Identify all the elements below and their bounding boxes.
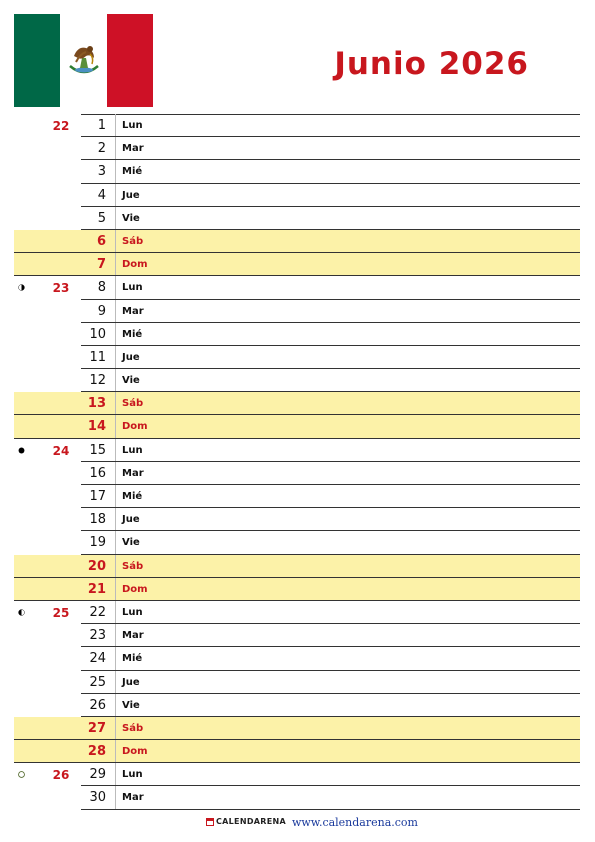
day-row [14,300,580,323]
column-divider [115,323,116,346]
column-divider [115,184,116,207]
column-divider [115,601,116,624]
column-divider [115,253,116,276]
day-number: 3 [97,164,106,180]
day-number: 19 [89,535,106,551]
day-row [14,786,580,809]
day-number: 7 [96,257,106,273]
day-number: 21 [87,581,106,597]
column-divider [115,717,116,740]
day-row [14,415,580,438]
day-of-week: Mar [122,305,144,317]
footer [0,815,595,831]
calendar-icon [206,818,214,826]
day-number: 24 [89,651,106,667]
column-divider [115,462,116,485]
flag-red-stripe [107,14,153,107]
column-divider [115,346,116,369]
day-number: 14 [87,419,106,435]
day-row [14,601,580,624]
day-of-week: Lun [122,444,143,456]
day-number: 29 [89,767,106,783]
day-number: 13 [87,396,106,412]
column-divider [115,160,116,183]
day-number: 15 [89,442,106,458]
day-of-week: Mié [122,166,143,178]
day-row [14,462,580,485]
day-row [14,508,580,531]
day-number: 4 [97,187,106,203]
day-of-week: Jue [122,514,140,526]
day-row [14,114,580,137]
flag-white-stripe [60,14,107,107]
day-row [14,717,580,740]
day-row [14,740,580,763]
week-number: 23 [52,281,70,296]
day-row [14,137,580,160]
day-number: 9 [97,303,106,319]
day-number: 6 [96,233,106,249]
footer-brand [206,817,286,826]
day-row [14,694,580,717]
column-divider [115,415,116,438]
mexican-flag-icon [14,14,153,107]
day-row [14,276,580,299]
day-number: 8 [97,280,106,296]
day-of-week: Sáb [122,722,144,734]
column-divider [115,763,116,786]
day-of-week: Lun [122,769,143,781]
day-row [14,671,580,694]
day-row [14,392,580,415]
row-divider [81,114,580,115]
column-divider [115,230,116,253]
row-divider [81,809,580,810]
day-number: 1 [97,118,106,133]
day-of-week: Dom [122,583,148,595]
day-of-week: Lun [122,120,143,131]
day-row [14,439,580,462]
day-row [14,207,580,230]
column-divider [115,578,116,601]
day-of-week: Vie [122,375,140,387]
day-of-week: Mar [122,630,144,642]
last-quarter-icon [18,609,25,616]
day-number: 28 [87,744,106,760]
column-divider [115,276,116,299]
column-divider [115,786,116,809]
column-divider [115,439,116,462]
day-number: 30 [89,790,106,806]
day-of-week: Mié [122,653,143,665]
day-of-week: Sáb [122,235,144,247]
day-of-week: Jue [122,189,140,201]
column-divider [115,740,116,763]
column-divider [115,508,116,531]
footer-link[interactable]: www.calendarena.com [292,816,418,829]
day-of-week: Mar [122,467,144,479]
day-number: 25 [89,674,106,690]
day-of-week: Dom [122,746,148,758]
column-divider [115,392,116,415]
column-divider [115,369,116,392]
footer-brand-label: CALENDARENA [216,817,286,826]
week-number: 22 [52,119,70,133]
day-row [14,485,580,508]
week-number: 25 [52,605,70,620]
day-row [14,184,580,207]
first-quarter-icon [18,284,25,291]
day-number: 20 [87,558,106,574]
day-row [14,531,580,554]
column-divider [115,694,116,717]
day-number: 12 [89,373,106,389]
day-row [14,647,580,670]
day-number: 18 [89,512,106,528]
coat-of-arms-icon [64,40,104,80]
day-number: 17 [89,489,106,504]
day-row [14,346,580,369]
new-moon-icon [18,447,25,454]
day-of-week: Lun [122,606,143,618]
day-number: 27 [87,720,106,736]
day-number: 2 [97,141,106,157]
day-of-week: Mar [122,143,144,155]
flag-green-stripe [14,14,60,107]
day-of-week: Dom [122,259,148,271]
column-divider [115,624,116,647]
day-of-week: Vie [122,699,140,711]
day-row [14,253,580,276]
day-row [14,160,580,183]
calendar-grid [14,114,580,810]
day-number: 11 [89,349,106,365]
day-of-week: Mié [122,491,143,502]
full-moon-icon [18,771,25,778]
column-divider [115,137,116,160]
day-row [14,555,580,578]
day-number: 22 [89,604,106,620]
column-divider [115,485,116,508]
day-number: 16 [89,465,106,481]
day-of-week: Mar [122,792,144,804]
column-divider [115,531,116,554]
column-divider [115,300,116,323]
day-number: 10 [89,326,106,342]
column-divider [115,114,116,137]
day-of-week: Jue [122,351,140,363]
day-of-week: Vie [122,212,140,224]
day-of-week: Sáb [122,560,144,572]
column-divider [115,555,116,578]
day-of-week: Vie [122,537,140,549]
column-divider [115,671,116,694]
day-row [14,624,580,647]
day-number: 26 [89,697,106,713]
day-of-week: Dom [122,421,148,433]
week-number: 24 [52,443,70,458]
day-row [14,578,580,601]
day-of-week: Jue [122,676,140,688]
week-number: 26 [52,768,70,783]
day-of-week: Mié [122,328,143,340]
day-row [14,230,580,253]
day-of-week: Lun [122,282,143,294]
day-number: 5 [97,210,106,226]
day-number: 23 [89,628,106,644]
column-divider [115,647,116,670]
page-title: Junio 2026 [334,46,529,82]
day-row [14,369,580,392]
day-row [14,763,580,786]
column-divider [115,207,116,230]
day-of-week: Sáb [122,398,144,410]
day-row [14,323,580,346]
